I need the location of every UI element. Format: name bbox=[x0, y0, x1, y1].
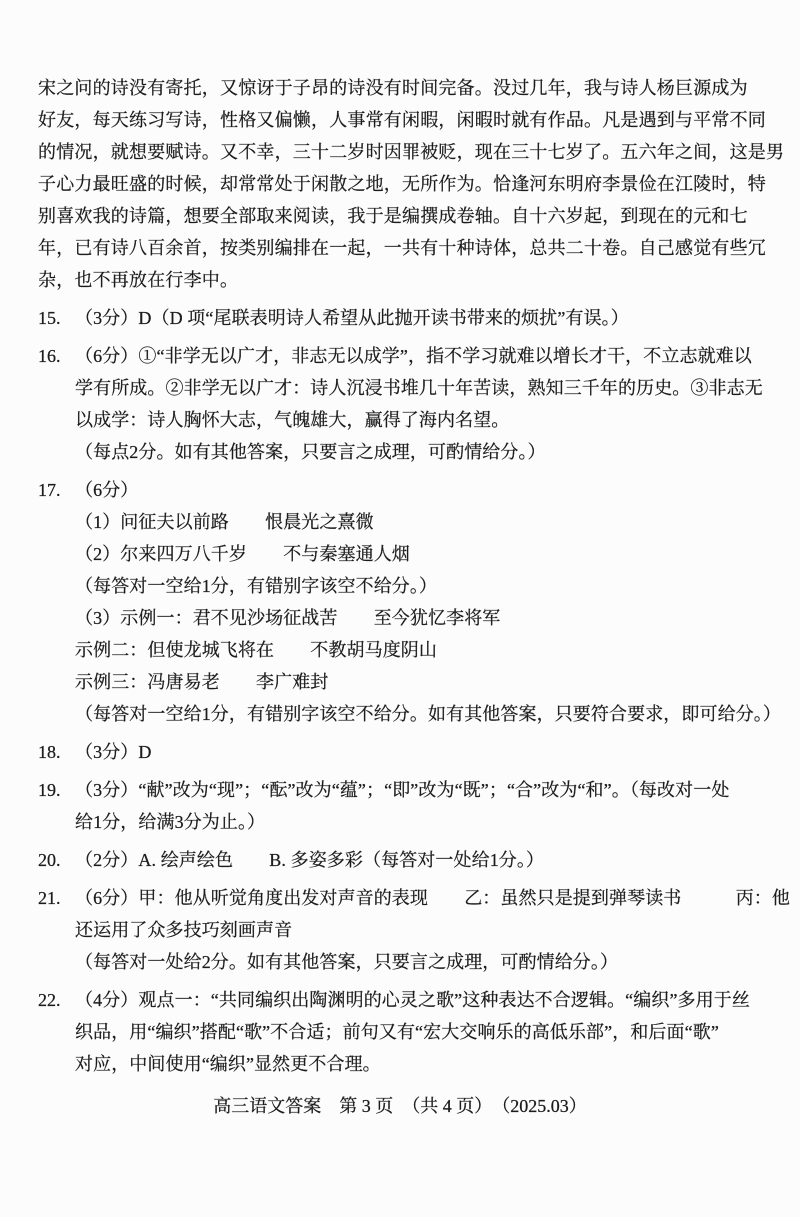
intro-line: 宋之问的诗没有寄托，又惊讶于子昂的诗没有时间完备。没过几年，我与诗人杨巨源成为 bbox=[38, 78, 748, 98]
question-20 bbox=[38, 844, 776, 876]
question-answer bbox=[75, 844, 776, 876]
answer-line: （3）示例一：君不见沙场征战苦 至今犹忆李将军 bbox=[75, 608, 501, 628]
answer-line: 还运用了众多技巧刻画声音 bbox=[75, 920, 293, 940]
question-18 bbox=[38, 736, 776, 768]
question-number: 18. bbox=[38, 742, 61, 762]
question-number: 21. bbox=[38, 888, 61, 908]
question-number: 15. bbox=[38, 308, 61, 328]
answer-line: 给1分，给满3分为止。） bbox=[75, 812, 266, 832]
question-number: 22. bbox=[38, 990, 61, 1010]
answer-line: 以成学：诗人胸怀大志，气魄雄大，赢得了海内名望。 bbox=[75, 410, 510, 430]
question-answer bbox=[75, 474, 781, 730]
answer-line: （4分）观点一：“共同编织出陶渊明的心灵之歌”这种表达不合逻辑。“编织”多用于丝 bbox=[75, 990, 750, 1010]
answer-line: （6分） bbox=[75, 480, 139, 500]
answer-line: （每答对一处给2分。如有其他答案，只要言之成理，可酌情给分。） bbox=[75, 952, 619, 972]
answer-line: （每点2分。如有其他答案，只要言之成理，可酌情给分。） bbox=[75, 442, 546, 462]
answer-line: （2分）A. 绘声绘色 B. 多姿多彩（每答对一处给1分。） bbox=[75, 850, 545, 870]
question-answer bbox=[75, 340, 776, 468]
intro-line: 的情况，就想要赋诗。又不幸，三十二岁时因罪被贬，现在三十七岁了。五六年之间，这是男 bbox=[38, 142, 785, 162]
question-answer bbox=[75, 984, 776, 1080]
answer-line: 对应，中间使用“编织”显然更不合理。 bbox=[75, 1054, 381, 1074]
page-content bbox=[38, 72, 790, 1080]
question-answer bbox=[75, 736, 776, 768]
intro-line: 子心力最旺盛的时候，却常常处于闲散之地，无所作为。恰逢河东明府李景俭在江陵时，特 bbox=[38, 174, 766, 194]
question-number: 19. bbox=[38, 780, 61, 800]
answer-line: （1）问征夫以前路 恨晨光之熹微 bbox=[75, 512, 374, 532]
question-19 bbox=[38, 774, 776, 838]
answer-line: 示例三：冯唐易老 李广难封 bbox=[75, 672, 329, 692]
answer-line: （每答对一空给1分，有错别字该空不给分。） bbox=[75, 576, 438, 596]
answer-line: 织品，用“编织”搭配“歌”不合适；前句又有“宏大交响乐的高低乐部”，和后面“歌” bbox=[75, 1022, 719, 1042]
question-number: 20. bbox=[38, 850, 61, 870]
translation-paragraph bbox=[38, 72, 785, 296]
question-16 bbox=[38, 340, 776, 468]
question-number: 16. bbox=[38, 346, 61, 366]
answer-line: 学有所成。②非学无以广才：诗人沉浸书堆几十年苦读，熟知三千年的历史。③非志无 bbox=[75, 378, 763, 398]
question-15 bbox=[38, 302, 776, 334]
page-footer: 高三语文答案 第 3 页 （共 4 页） （2025.03） bbox=[213, 1096, 587, 1116]
question-answer bbox=[75, 302, 776, 334]
answer-line: （6分）甲：他从听觉角度出发对声音的表现 乙：虽然只是提到弹琴读书 丙：他 bbox=[75, 888, 790, 908]
answer-line: （6分）①“非学无以广才，非志无以成学”，指不学习就难以增长才干，不立志就难以 bbox=[75, 346, 752, 366]
answers-list bbox=[38, 302, 790, 1080]
intro-line: 杂，也不再放在行李中。 bbox=[38, 270, 239, 290]
answer-line: （每答对一空给1分，有错别字该空不给分。如有其他答案，只要符合要求，即可给分。） bbox=[75, 704, 781, 724]
answer-line: （3分）D（D 项“尾联表明诗人希望从此抛开读书带来的烦扰”有误。） bbox=[75, 308, 629, 328]
question-21 bbox=[38, 882, 790, 978]
intro-line: 好友，每天练习写诗，性格又偏懒，人事常有闲暇，闲暇时就有作品。凡是遇到与平常不同 bbox=[38, 110, 766, 130]
answer-line: （3分）D bbox=[75, 742, 152, 762]
intro-line: 年，已有诗八百余首，按类别编排在一起，一共有十种诗体，总共二十卷。自己感觉有些冗 bbox=[38, 238, 766, 258]
answer-line: （3分）“献”改为“现”；“酝”改为“蕴”；“即”改为“既”；“合”改为“和”。（每改对一处 bbox=[75, 780, 730, 800]
question-answer bbox=[75, 882, 790, 978]
question-22 bbox=[38, 984, 776, 1080]
answer-line: （2）尔来四万八千岁 不与秦塞通人烟 bbox=[75, 544, 410, 564]
question-number: 17. bbox=[38, 480, 61, 500]
question-answer bbox=[75, 774, 776, 838]
intro-line: 别喜欢我的诗篇，想要全部取来阅读，我于是编撰成卷轴。自十六岁起，到现在的元和七 bbox=[38, 206, 748, 226]
question-17 bbox=[38, 474, 781, 730]
answer-line: 示例二：但使龙城飞将在 不教胡马度阴山 bbox=[75, 640, 437, 660]
